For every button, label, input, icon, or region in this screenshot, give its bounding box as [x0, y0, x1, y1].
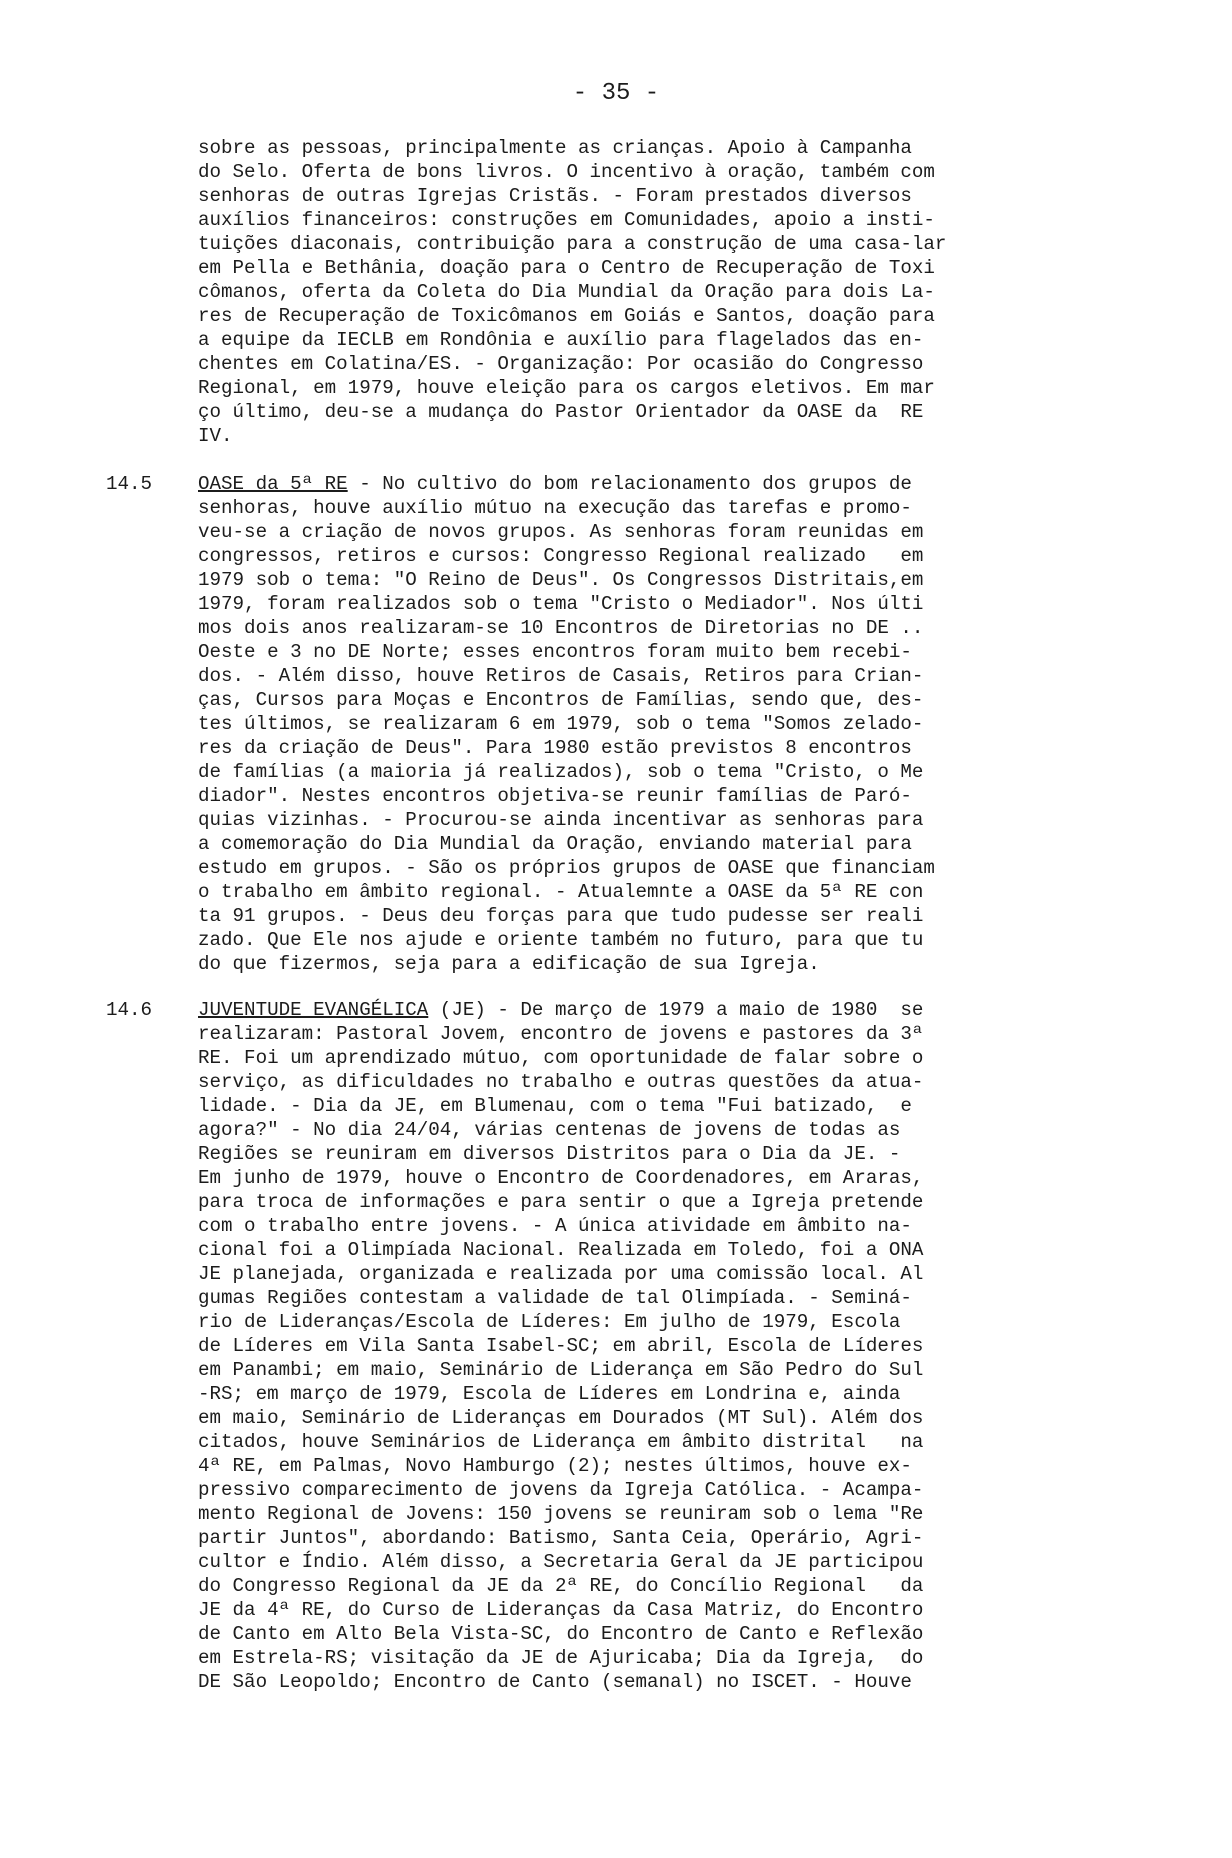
text-line: cional foi a Olimpíada Nacional. Realizada em Toledo, foi a ONA	[198, 1239, 924, 1261]
text-line: 4ª RE, em Palmas, Novo Hamburgo (2); nestes últimos, houve ex-	[198, 1455, 912, 1477]
text-line: senhoras, houve auxílio mútuo na execução das tarefas e promo-	[198, 497, 912, 519]
text-line: Regiões se reuniram em diversos Distritos para o Dia da JE. -	[198, 1143, 901, 1165]
text-line: veu-se a criação de novos grupos. As senhoras foram reunidas em	[198, 521, 924, 543]
text-line: em Pella e Bethânia, doação para o Centro de Recuperação de Toxi	[198, 257, 935, 279]
text-line: a comemoração do Dia Mundial da Oração, enviando material para	[198, 833, 912, 855]
text-line: em maio, Seminário de Lideranças em Dourados (MT Sul). Além dos	[198, 1407, 924, 1429]
text-line: cultor e Índio. Além disso, a Secretaria Geral da JE participou	[198, 1551, 924, 1573]
text-line: -RS; em março de 1979, Escola de Líderes em Londrina e, ainda	[198, 1383, 901, 1405]
text-line: com o trabalho entre jovens. - A única atividade em âmbito na-	[198, 1215, 912, 1237]
text-line: 1979 sob o tema: "O Reino de Deus". Os Congressos Distritais,em	[198, 569, 924, 591]
text-line: em Panambi; em maio, Seminário de Liderança em São Pedro do Sul	[198, 1359, 924, 1381]
section-first-line	[198, 998, 1133, 1022]
intro-paragraph	[198, 136, 1133, 448]
text-line: do Congresso Regional da JE da 2ª RE, do Concílio Regional da	[198, 1575, 924, 1597]
text-line: lidade. - Dia da JE, em Blumenau, com o tema "Fui batizado, e	[198, 1095, 912, 1117]
text-line: Oeste e 3 no DE Norte; esses encontros foram muito bem recebi-	[198, 641, 912, 663]
text-line: para troca de informações e para sentir o que a Igreja pretende	[198, 1191, 924, 1213]
text-line: DE São Leopoldo; Encontro de Canto (semanal) no ISCET. - Houve	[198, 1671, 912, 1693]
section-number-14-5: 14.5	[106, 473, 153, 495]
text-line: dos. - Além disso, houve Retiros de Casais, Retiros para Crian-	[198, 665, 924, 687]
section-14-5	[198, 472, 1133, 976]
text-line: de Líderes em Vila Santa Isabel-SC; em abril, Escola de Líderes	[198, 1335, 924, 1357]
text-line: quias vizinhas. - Procurou-se ainda incentivar as senhoras para	[198, 809, 924, 831]
section-14-6	[198, 998, 1133, 1694]
text-line: mos dois anos realizaram-se 10 Encontros de Diretorias no DE ..	[198, 617, 924, 639]
text-line: ças, Cursos para Moças e Encontros de Famílias, sendo que, des-	[198, 689, 924, 711]
text-line: 1979, foram realizados sob o tema "Cristo o Mediador". Nos últi	[198, 593, 924, 615]
text-line: de famílias (a maioria já realizados), sob o tema "Cristo, o Me	[198, 761, 924, 783]
text-line: Regional, em 1979, houve eleição para os cargos eletivos. Em mar	[198, 377, 935, 399]
text-line: citados, houve Seminários de Liderança em âmbito distrital na	[198, 1431, 924, 1453]
text-line: res de Recuperação de Toxicômanos em Goiás e Santos, doação para	[198, 305, 935, 327]
text-line: senhoras de outras Igrejas Cristãs. - Foram prestados diversos	[198, 185, 912, 207]
text-line: rio de Lideranças/Escola de Líderes: Em julho de 1979, Escola	[198, 1311, 901, 1333]
section-first-line	[198, 472, 1133, 496]
text-line: sobre as pessoas, principalmente as crianças. Apoio à Campanha	[198, 137, 912, 159]
section-number-14-6: 14.6	[106, 999, 153, 1021]
text-line: RE. Foi um aprendizado mútuo, com oportunidade de falar sobre o	[198, 1047, 924, 1069]
text-line: JE da 4ª RE, do Curso de Lideranças da Casa Matriz, do Encontro	[198, 1599, 924, 1621]
text-line: serviço, as dificuldades no trabalho e outras questões da atua-	[198, 1071, 924, 1093]
text-line: chentes em Colatina/ES. - Organização: Por ocasião do Congresso	[198, 353, 924, 375]
text-line: em Estrela-RS; visitação da JE de Ajuricaba; Dia da Igreja, do	[198, 1647, 924, 1669]
text-line: do que fizermos, seja para a edificação de sua Igreja.	[198, 953, 820, 975]
text-line: JE planejada, organizada e realizada por uma comissão local. Al	[198, 1263, 924, 1285]
page-number: - 35 -	[572, 80, 660, 107]
text-line: tuições diaconais, contribuição para a construção de uma casa-lar	[198, 233, 947, 255]
text-line: congressos, retiros e cursos: Congresso Regional realizado em	[198, 545, 924, 567]
text-line: Em junho de 1979, houve o Encontro de Coordenadores, em Araras,	[198, 1167, 924, 1189]
text-line: auxílios financeiros: construções em Comunidades, apoio a insti-	[198, 209, 935, 231]
text-line: agora?" - No dia 24/04, várias centenas de jovens de todas as	[198, 1119, 901, 1141]
text-line: o trabalho em âmbito regional. - Atualemnte a OASE da 5ª RE con	[198, 881, 924, 903]
text-line: tes últimos, se realizaram 6 em 1979, sob o tema "Somos zelado-	[198, 713, 924, 735]
section-first-line-text: (JE) - De março de 1979 a maio de 1980 se	[428, 999, 924, 1021]
text-line: a equipe da IECLB em Rondônia e auxílio para flagelados das en-	[198, 329, 924, 351]
section-title: JUVENTUDE EVANGÉLICA	[198, 999, 429, 1021]
text-line: res da criação de Deus". Para 1980 estão previstos 8 encontros	[198, 737, 912, 759]
text-line: zado. Que Ele nos ajude e oriente também no futuro, para que tu	[198, 929, 924, 951]
text-line: IV.	[198, 425, 233, 447]
text-line: ço último, deu-se a mudança do Pastor Orientador da OASE da RE	[198, 401, 924, 423]
text-line: partir Juntos", abordando: Batismo, Santa Ceia, Operário, Agri-	[198, 1527, 924, 1549]
text-line: de Canto em Alto Bela Vista-SC, do Encontro de Canto e Reflexão	[198, 1623, 924, 1645]
section-title: OASE da 5ª RE	[198, 473, 348, 495]
text-line: cômanos, oferta da Coleta do Dia Mundial da Oração para dois La-	[198, 281, 935, 303]
text-line: estudo em grupos. - São os próprios grupos de OASE que financiam	[198, 857, 935, 879]
text-line: mento Regional de Jovens: 150 jovens se reuniram sob o lema "Re	[198, 1503, 924, 1525]
text-line: gumas Regiões contestam a validade de tal Olimpíada. - Seminá-	[198, 1287, 912, 1309]
text-line: realizaram: Pastoral Jovem, encontro de jovens e pastores da 3ª	[198, 1023, 924, 1045]
text-line: ta 91 grupos. - Deus deu forças para que tudo pudesse ser reali	[198, 905, 924, 927]
text-line: pressivo comparecimento de jovens da Igreja Católica. - Acampa-	[198, 1479, 924, 1501]
section-first-line-text: - No cultivo do bom relacionamento dos grupos de	[347, 473, 912, 495]
text-line: do Selo. Oferta de bons livros. O incentivo à oração, também com	[198, 161, 935, 183]
text-line: diador". Nestes encontros objetiva-se reunir famílias de Paró-	[198, 785, 912, 807]
